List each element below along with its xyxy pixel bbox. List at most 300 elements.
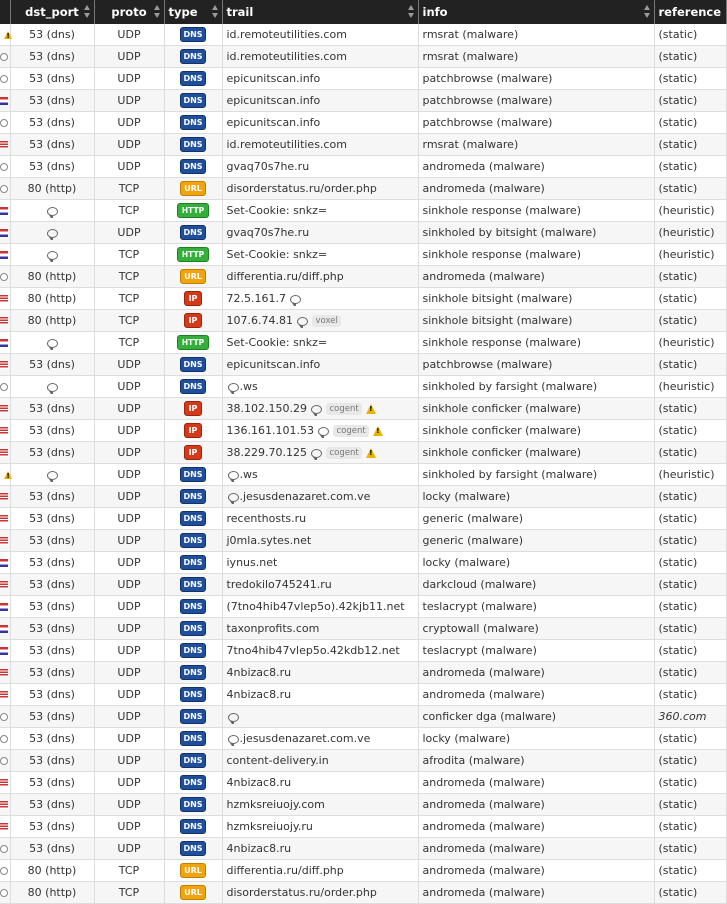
proto-value: UDP: [117, 160, 141, 173]
trail-value[interactable]: 107.6.74.81: [226, 314, 293, 327]
table-row[interactable]: [0, 222, 726, 244]
us-flag-icon: [0, 801, 8, 809]
table-row[interactable]: [0, 112, 726, 134]
table-row[interactable]: [0, 706, 726, 728]
type-badge: DNS: [180, 467, 206, 482]
us-flag-icon: [0, 141, 8, 149]
col-header-type[interactable]: [164, 0, 222, 24]
trail-value[interactable]: Set-Cookie: snkz=: [226, 248, 328, 261]
flag-cell: [0, 574, 10, 596]
table-row[interactable]: [0, 134, 726, 156]
reference-value: (static): [658, 732, 698, 745]
table-row[interactable]: [0, 618, 726, 640]
proto-cell: [94, 508, 164, 530]
type-badge: IP: [184, 401, 202, 416]
dst-port-cell: [10, 486, 94, 508]
proto-cell: [94, 266, 164, 288]
proto-value: TCP: [118, 864, 140, 877]
trail-value[interactable]: 4nbizac8.ru: [226, 688, 292, 701]
dst-port-value: 53 (dns): [29, 116, 75, 129]
trail-cell: [222, 508, 418, 530]
sort-icon[interactable]: [154, 5, 161, 19]
proto-cell: [94, 464, 164, 486]
comment-bubble-icon[interactable]: [47, 229, 58, 238]
comment-bubble-icon[interactable]: [47, 251, 58, 260]
proto-value: TCP: [118, 182, 140, 195]
col-header-dst-port[interactable]: [10, 0, 94, 24]
comment-bubble-icon[interactable]: [228, 713, 239, 722]
reference-cell: [654, 24, 726, 46]
proto-cell: [94, 310, 164, 332]
type-badge: DNS: [180, 533, 206, 548]
dst-port-cell: [10, 354, 94, 376]
type-badge: DNS: [180, 225, 206, 240]
proto-cell: [94, 596, 164, 618]
proto-cell: [94, 706, 164, 728]
type-badge: DNS: [180, 27, 206, 42]
dst-port-cell: [10, 288, 94, 310]
proto-value: UDP: [117, 138, 141, 151]
dst-port-value: 53 (dns): [29, 490, 75, 503]
table-body: [0, 24, 726, 904]
table-row[interactable]: [0, 486, 726, 508]
comment-bubble-icon[interactable]: [228, 493, 239, 502]
trail-value[interactable]: disorderstatus.ru/order.php: [226, 886, 377, 899]
proto-cell: [94, 442, 164, 464]
reference-value: (static): [658, 864, 698, 877]
trail-value[interactable]: tredokilo745241.ru: [226, 578, 332, 591]
sort-icon[interactable]: [644, 5, 651, 19]
table-row[interactable]: [0, 266, 726, 288]
flag-cell: [0, 354, 10, 376]
trail-value[interactable]: id.remoteutilities.com: [226, 28, 347, 41]
reference-value: (static): [658, 820, 698, 833]
info-cell: [418, 530, 654, 552]
trail-cell: [222, 442, 418, 464]
table-row[interactable]: [0, 596, 726, 618]
reference-value: (static): [658, 886, 698, 899]
trail-value[interactable]: iynus.net: [226, 556, 278, 569]
trail-value[interactable]: .ws: [239, 468, 258, 481]
comment-bubble-icon[interactable]: [290, 295, 301, 304]
dst-port-value: 53 (dns): [29, 710, 75, 723]
proto-value: UDP: [117, 446, 141, 459]
dst-port-cell: [10, 706, 94, 728]
trail-cell: [222, 640, 418, 662]
dst-port-cell: [10, 618, 94, 640]
reference-value: (static): [658, 182, 698, 195]
proto-value: UDP: [117, 732, 141, 745]
table-row[interactable]: [0, 288, 726, 310]
table-row[interactable]: [0, 442, 726, 464]
asn-tag: voxel: [312, 315, 340, 327]
type-badge: DNS: [180, 49, 206, 64]
flag-cell: [0, 684, 10, 706]
trail-value[interactable]: taxonprofits.com: [226, 622, 320, 635]
info-cell: [418, 332, 654, 354]
reference-cell: [654, 772, 726, 794]
table-row[interactable]: [0, 310, 726, 332]
trail-value[interactable]: gvaq70s7he.ru: [226, 226, 310, 239]
dst-port-value: 80 (http): [27, 270, 77, 283]
reference-value: (static): [658, 754, 698, 767]
type-cell: [164, 464, 222, 486]
table-row[interactable]: [0, 574, 726, 596]
proto-value: UDP: [117, 600, 141, 613]
reference-cell: [654, 640, 726, 662]
reference-cell: [654, 398, 726, 420]
proto-value: UDP: [117, 468, 141, 481]
proto-value: UDP: [117, 534, 141, 547]
table-row[interactable]: [0, 244, 726, 266]
info-cell: [418, 662, 654, 684]
table-row[interactable]: [0, 838, 726, 860]
reference-value: (static): [658, 688, 698, 701]
info-value: sinkholed by bitsight (malware): [422, 226, 597, 239]
reference-value: 360.com: [658, 710, 707, 723]
comment-bubble-icon[interactable]: [47, 471, 58, 480]
info-value: teslacrypt (malware): [422, 600, 537, 613]
us-flag-icon: [0, 823, 8, 831]
table-row[interactable]: [0, 420, 726, 442]
reference-cell: [654, 552, 726, 574]
table-row[interactable]: [0, 46, 726, 68]
dst-port-value: 53 (dns): [29, 754, 75, 767]
bubble-icon: [0, 185, 8, 193]
table-row[interactable]: [0, 552, 726, 574]
reference-cell: [654, 420, 726, 442]
dst-port-cell: [10, 794, 94, 816]
info-value: patchbrowse (malware): [422, 358, 553, 371]
trail-value[interactable]: Set-Cookie: snkz=: [226, 336, 328, 349]
type-badge: IP: [184, 423, 202, 438]
table-row[interactable]: [0, 728, 726, 750]
info-cell: [418, 552, 654, 574]
type-cell: [164, 750, 222, 772]
proto-value: UDP: [117, 358, 141, 371]
trail-value[interactable]: 136.161.101.53: [226, 424, 314, 437]
dst-port-cell: [10, 684, 94, 706]
table-row[interactable]: [0, 794, 726, 816]
reference-value: (heuristic): [658, 204, 715, 217]
table-row[interactable]: [0, 178, 726, 200]
flag-cell: [0, 662, 10, 684]
trail-value[interactable]: 38.102.150.29: [226, 402, 307, 415]
comment-bubble-icon[interactable]: [318, 427, 329, 436]
info-value: rmsrat (malware): [422, 138, 519, 151]
proto-value: TCP: [118, 270, 140, 283]
asn-tag: cogent: [333, 425, 368, 437]
dst-port-value: 53 (dns): [29, 578, 75, 591]
dst-port-cell: [10, 200, 94, 222]
table-row[interactable]: [0, 508, 726, 530]
dst-port-value: 53 (dns): [29, 798, 75, 811]
comment-bubble-icon[interactable]: [311, 405, 322, 414]
reference-cell: [654, 574, 726, 596]
dst-port-value: 53 (dns): [29, 666, 75, 679]
type-cell: [164, 68, 222, 90]
table-row[interactable]: [0, 860, 726, 882]
proto-cell: [94, 68, 164, 90]
table-row[interactable]: [0, 200, 726, 222]
comment-bubble-icon[interactable]: [311, 449, 322, 458]
reference-cell: [654, 464, 726, 486]
comment-bubble-icon[interactable]: [228, 383, 239, 392]
trail-cell: [222, 112, 418, 134]
proto-value: UDP: [117, 226, 141, 239]
comment-bubble-icon[interactable]: [47, 383, 58, 392]
nl-flag-icon: [0, 97, 8, 105]
nl-flag-icon: [0, 207, 8, 215]
trail-value[interactable]: 4nbizac8.ru: [226, 776, 292, 789]
type-badge: DNS: [180, 159, 206, 174]
trail-value[interactable]: content-delivery.in: [226, 754, 329, 767]
trail-value[interactable]: j0mla.sytes.net: [226, 534, 312, 547]
comment-bubble-icon[interactable]: [228, 735, 239, 744]
proto-cell: [94, 156, 164, 178]
type-cell: [164, 728, 222, 750]
dst-port-cell: [10, 332, 94, 354]
dst-port-cell: [10, 266, 94, 288]
trail-value[interactable]: differentia.ru/diff.php: [226, 864, 344, 877]
type-cell: [164, 112, 222, 134]
info-cell: [418, 46, 654, 68]
reference-value: (static): [658, 424, 698, 437]
trail-value[interactable]: .jesusdenazaret.com.ve: [239, 490, 371, 503]
flag-cell: [0, 134, 10, 156]
type-cell: [164, 552, 222, 574]
trail-cell: [222, 860, 418, 882]
dst-port-cell: [10, 816, 94, 838]
type-badge: DNS: [180, 665, 206, 680]
comment-bubble-icon[interactable]: [228, 471, 239, 480]
proto-value: UDP: [117, 578, 141, 591]
trail-cell: [222, 772, 418, 794]
proto-cell: [94, 200, 164, 222]
info-value: rmsrat (malware): [422, 50, 519, 63]
info-cell: [418, 882, 654, 904]
dst-port-cell: [10, 882, 94, 904]
trail-value[interactable]: Set-Cookie: snkz=: [226, 204, 328, 217]
info-value: locky (malware): [422, 732, 511, 745]
info-value: patchbrowse (malware): [422, 94, 553, 107]
info-value: generic (malware): [422, 512, 523, 525]
proto-cell: [94, 354, 164, 376]
reference-cell: [654, 288, 726, 310]
trail-value[interactable]: epicunitscan.info: [226, 72, 321, 85]
trail-cell: [222, 574, 418, 596]
dst-port-value: 53 (dns): [29, 72, 75, 85]
dst-port-cell: [10, 662, 94, 684]
type-badge: DNS: [180, 709, 206, 724]
table-row[interactable]: [0, 772, 726, 794]
dst-port-value: 53 (dns): [29, 534, 75, 547]
flag-cell: [0, 860, 10, 882]
comment-bubble-icon[interactable]: [47, 339, 58, 348]
reference-cell: [654, 794, 726, 816]
reference-value: (static): [658, 534, 698, 547]
us-flag-icon: [0, 515, 8, 523]
reference-value: (static): [658, 490, 698, 503]
table-row[interactable]: [0, 530, 726, 552]
warning-icon: [4, 471, 12, 479]
proto-value: TCP: [118, 336, 140, 349]
flag-cell: [0, 728, 10, 750]
info-cell: [418, 354, 654, 376]
us-flag-icon: [0, 449, 8, 457]
dst-port-cell: [10, 376, 94, 398]
table-row[interactable]: [0, 750, 726, 772]
reference-value: (static): [658, 556, 698, 569]
table-row[interactable]: [0, 882, 726, 904]
flag-cell: [0, 508, 10, 530]
trail-value[interactable]: (7tno4hib47vlep5o).42kjb11.net: [226, 600, 405, 613]
nl-flag-icon: [0, 647, 8, 655]
reference-value: (static): [658, 666, 698, 679]
table-row[interactable]: [0, 398, 726, 420]
type-badge: HTTP: [177, 203, 209, 218]
col-header-trail[interactable]: [222, 0, 418, 24]
dst-port-cell: [10, 640, 94, 662]
table-row[interactable]: [0, 376, 726, 398]
col-header-proto[interactable]: [94, 0, 164, 24]
trail-value[interactable]: 4nbizac8.ru: [226, 666, 292, 679]
dst-port-value: 53 (dns): [29, 842, 75, 855]
trail-value[interactable]: id.remoteutilities.com: [226, 50, 347, 63]
sort-icon[interactable]: [212, 5, 219, 19]
col-header-label: trail: [226, 5, 254, 19]
proto-value: UDP: [117, 798, 141, 811]
info-cell: [418, 596, 654, 618]
bubble-icon: [0, 163, 8, 171]
flag-cell: [0, 178, 10, 200]
bubble-icon: [0, 713, 8, 721]
type-badge: DNS: [180, 137, 206, 152]
reference-cell: [654, 244, 726, 266]
dst-port-cell: [10, 860, 94, 882]
info-cell: [418, 618, 654, 640]
info-cell: [418, 816, 654, 838]
trail-value[interactable]: id.remoteutilities.com: [226, 138, 347, 151]
table-row[interactable]: [0, 464, 726, 486]
table-row[interactable]: [0, 24, 726, 46]
trail-value[interactable]: recenthosts.ru: [226, 512, 307, 525]
type-cell: [164, 178, 222, 200]
info-cell: [418, 574, 654, 596]
trail-value[interactable]: epicunitscan.info: [226, 358, 321, 371]
table-row[interactable]: [0, 640, 726, 662]
proto-cell: [94, 640, 164, 662]
table-row[interactable]: [0, 662, 726, 684]
trail-value[interactable]: 4nbizac8.ru: [226, 842, 292, 855]
trail-value[interactable]: 38.229.70.125: [226, 446, 307, 459]
trail-cell: [222, 332, 418, 354]
type-cell: [164, 530, 222, 552]
trail-value[interactable]: hzmksreiuojy.ru: [226, 820, 313, 833]
sort-icon[interactable]: [84, 5, 91, 19]
trail-value[interactable]: disorderstatus.ru/order.php: [226, 182, 377, 195]
reference-cell: [654, 706, 726, 728]
type-badge: DNS: [180, 511, 206, 526]
sort-icon[interactable]: [408, 5, 415, 19]
table-row[interactable]: [0, 816, 726, 838]
trail-value[interactable]: .jesusdenazaret.com.ve: [239, 732, 371, 745]
trail-cell: [222, 266, 418, 288]
reference-value: (heuristic): [658, 248, 715, 261]
trail-value[interactable]: hzmksreiuojy.com: [226, 798, 325, 811]
flag-cell: [0, 376, 10, 398]
info-cell: [418, 750, 654, 772]
flag-cell: [0, 794, 10, 816]
dst-port-cell: [10, 310, 94, 332]
trail-value[interactable]: differentia.ru/diff.php: [226, 270, 344, 283]
info-value: darkcloud (malware): [422, 578, 537, 591]
trail-value[interactable]: 7tno4hib47vlep5o.42kdb12.net: [226, 644, 400, 657]
dst-port-cell: [10, 464, 94, 486]
reference-value: (static): [658, 600, 698, 613]
flag-cell: [0, 464, 10, 486]
proto-cell: [94, 244, 164, 266]
trail-value[interactable]: gvaq70s7he.ru: [226, 160, 310, 173]
type-badge: DNS: [180, 599, 206, 614]
flag-cell: [0, 68, 10, 90]
table-row[interactable]: [0, 90, 726, 112]
proto-cell: [94, 112, 164, 134]
proto-value: UDP: [117, 50, 141, 63]
trail-value[interactable]: .ws: [239, 380, 258, 393]
type-cell: [164, 838, 222, 860]
dst-port-value: 53 (dns): [29, 94, 75, 107]
type-badge: URL: [180, 863, 206, 878]
proto-cell: [94, 882, 164, 904]
flag-cell: [0, 772, 10, 794]
dst-port-cell: [10, 68, 94, 90]
table-row[interactable]: [0, 332, 726, 354]
reference-cell: [654, 684, 726, 706]
type-cell: [164, 486, 222, 508]
info-cell: [418, 178, 654, 200]
proto-cell: [94, 684, 164, 706]
info-value: teslacrypt (malware): [422, 644, 537, 657]
table-row[interactable]: [0, 68, 726, 90]
table-row[interactable]: [0, 156, 726, 178]
bubble-icon: [0, 735, 8, 743]
type-cell: [164, 596, 222, 618]
type-cell: [164, 90, 222, 112]
dst-port-cell: [10, 530, 94, 552]
type-badge: IP: [184, 313, 202, 328]
trail-cell: [222, 90, 418, 112]
col-header-info[interactable]: [418, 0, 654, 24]
type-badge: DNS: [180, 621, 206, 636]
trail-value[interactable]: epicunitscan.info: [226, 116, 321, 129]
comment-bubble-icon[interactable]: [47, 207, 58, 216]
comment-bubble-icon[interactable]: [297, 317, 308, 326]
trail-value[interactable]: 72.5.161.7: [226, 292, 286, 305]
info-cell: [418, 156, 654, 178]
table-row[interactable]: [0, 684, 726, 706]
trail-value[interactable]: epicunitscan.info: [226, 94, 321, 107]
table-row[interactable]: [0, 354, 726, 376]
type-cell: [164, 882, 222, 904]
reference-value: (heuristic): [658, 336, 715, 349]
col-header-reference[interactable]: [654, 0, 726, 24]
info-cell: [418, 772, 654, 794]
trail-cell: [222, 816, 418, 838]
reference-cell: [654, 508, 726, 530]
flag-cell: [0, 332, 10, 354]
col-header-flag: [0, 0, 10, 24]
